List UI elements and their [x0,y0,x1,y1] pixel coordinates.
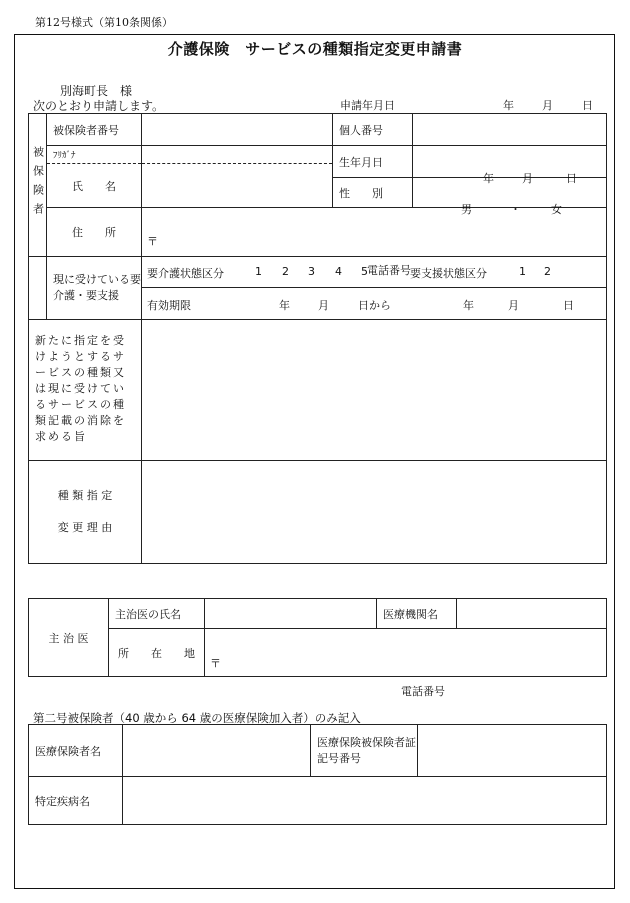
birth-date-label: 生年月日 [333,146,413,178]
support-level-label: 要支援状態区分 [410,267,487,280]
personal-number-label: 個人番号 [333,114,413,146]
insurance-card-field[interactable] [418,725,607,777]
name-label: 氏 名 [47,164,142,208]
document-title: 介護保険 サービスの種類指定変更申請書 [167,40,463,58]
doctor-name-label: 主治医の氏名 [109,599,205,629]
care-level-label: 要介護状態区分 [147,267,224,280]
address-postal-mark: 〒 [147,235,158,248]
addressee: 別海町長 様 [60,84,133,98]
application-date-year: 年 [503,99,514,112]
care-status-label: 現に受けている要介護・要支援 [47,257,142,320]
specific-disease-field[interactable] [123,777,607,825]
doctor-table [28,598,607,698]
validity-from-day: 日から [358,299,391,312]
furigana-field[interactable] [142,146,333,164]
address-label: 住 所 [47,208,142,257]
doctor-postal-mark: 〒 [210,656,221,670]
care-level-2[interactable]: 2 [282,265,289,278]
address-phone-label: 電話番号 [367,264,411,277]
validity-to-day: 日 [563,299,574,312]
doctor-side-label: 主 治 医 [29,599,109,677]
care-level-3[interactable]: 3 [308,265,315,278]
validity-from-month: 月 [318,299,329,312]
birth-date-field[interactable] [413,146,607,185]
institution-field[interactable] [457,599,607,629]
birth-day: 日 [566,171,577,185]
intro-text: 次のとおり申請します。 [33,99,165,113]
application-date-label: 申請年月日 [340,99,395,112]
second-insured-table [28,724,607,825]
validity-from-year: 年 [279,299,290,312]
sex-label: 性 別 [333,178,413,208]
validity-to-year: 年 [463,299,474,312]
sex-female: 女 [551,202,562,216]
new-service-field[interactable] [142,320,607,461]
validity-to-month: 月 [508,299,519,312]
sex-male: 男 [461,202,472,216]
insurer-name-label: 医療保険者名 [29,725,123,777]
furigana-label: ﾌﾘｶﾞﾅ [47,146,142,164]
form-number: 第12号様式（第10条関係） [35,16,173,29]
birth-month: 月 [522,171,533,185]
application-date-day: 日 [582,99,593,112]
insured-table [28,113,607,564]
doctor-location-field[interactable] [205,629,607,698]
birth-year: 年 [483,171,494,185]
sex-field[interactable] [413,178,607,216]
doctor-location-label: 所 在 地 [109,629,205,677]
new-service-label: 新たに指定を受けようとするサービスの種類又は現に受けているサービスの種類記載の消除を求める旨 [29,320,142,461]
change-reason-label [29,461,142,564]
care-status-field [142,257,607,320]
care-level-4[interactable]: 4 [335,265,342,278]
insured-side-label: 被保険者 [29,114,47,257]
change-reason-field[interactable] [142,461,607,564]
specific-disease-label: 特定疾病名 [29,777,123,825]
change-reason-label-line-1: 種 類 指 定 [57,489,113,502]
care-level-1[interactable]: 1 [255,265,262,278]
change-reason-label-line-2: 変 更 理 由 [57,521,113,534]
insured-number-label: 被保険者番号 [47,114,142,146]
support-level-1[interactable]: 1 [519,265,526,278]
validity-label: 有効期限 [147,299,191,312]
institution-label: 医療機関名 [377,599,457,629]
insurer-name-field[interactable] [123,725,311,777]
care-level-5[interactable]: 5 [361,265,368,278]
insured-side-spacer [29,257,47,320]
personal-number-boxes[interactable] [413,114,607,146]
doctor-phone-label: 電話番号 [401,684,445,698]
second-insured-heading: 第二号被保険者（40 歳から 64 歳の医療保険加入者）のみ記入 [33,711,361,725]
insurance-card-label: 医療保険被保険者証記号番号 [311,725,418,777]
insured-number-boxes[interactable] [142,114,333,146]
name-field[interactable] [142,164,333,208]
doctor-name-field[interactable] [205,599,377,629]
application-date-month: 月 [542,99,553,112]
support-level-2[interactable]: 2 [544,265,551,278]
sex-separator: ・ [510,202,521,216]
